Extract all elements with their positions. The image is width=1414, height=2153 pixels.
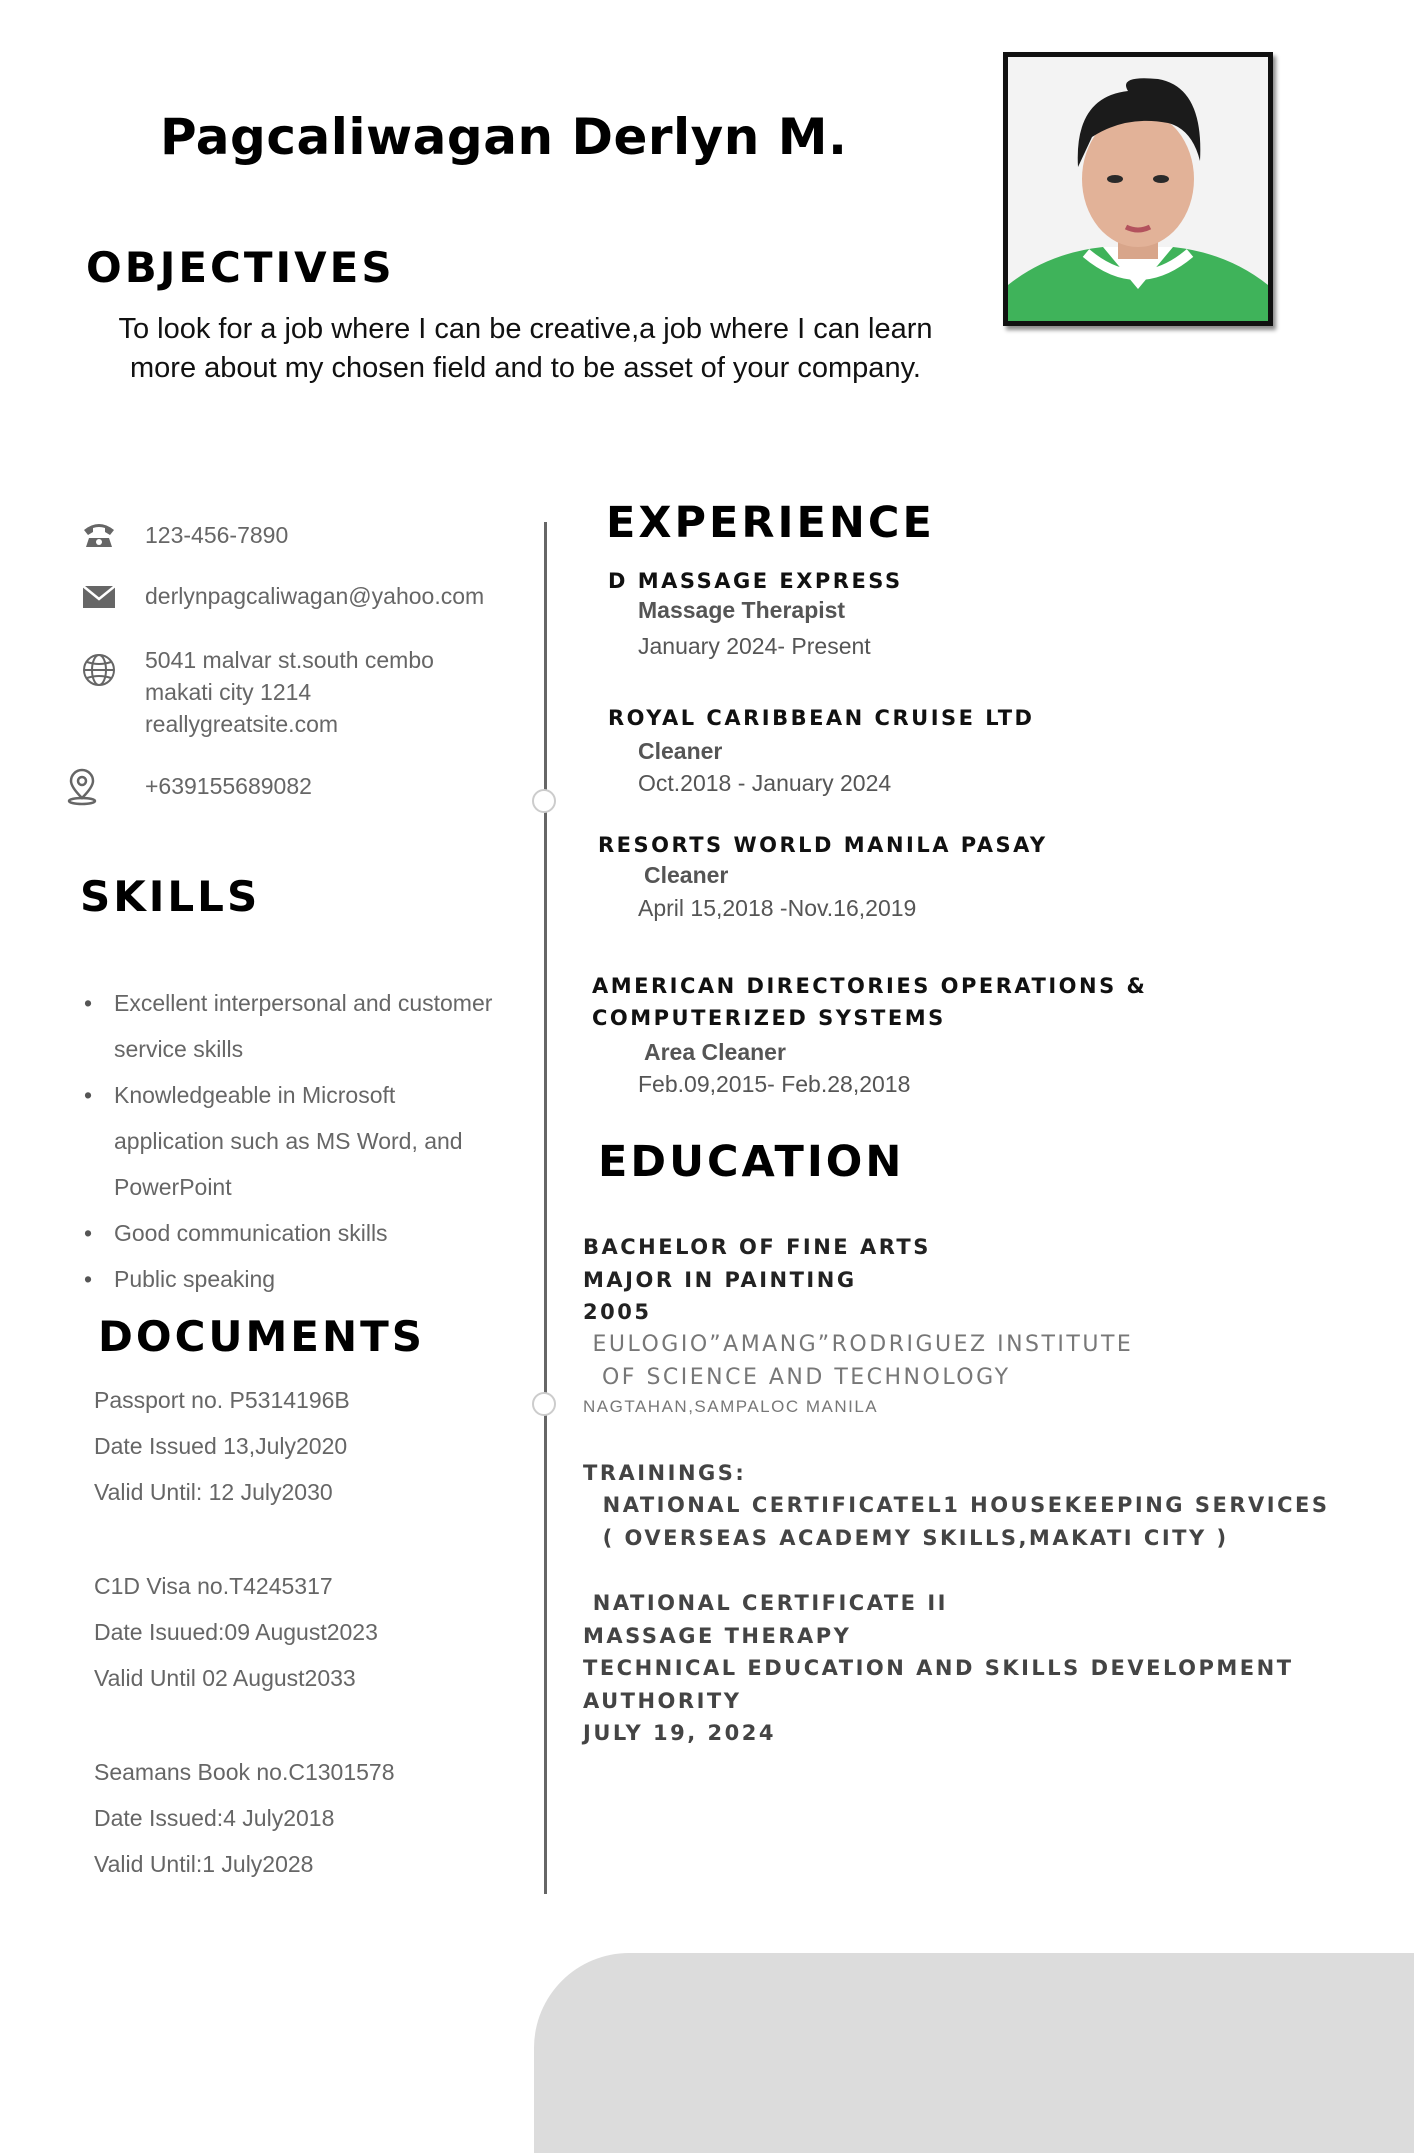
divider-dot [532, 1392, 556, 1416]
email-icon [80, 577, 118, 615]
degree-line1: BACHELOR OF FINE ARTS [583, 1235, 931, 1259]
skills-list [84, 980, 504, 1302]
job-dates: January 2024- Present [638, 633, 871, 659]
training2-line1: NATIONAL CERTIFICATE II [583, 1591, 948, 1615]
documents-title: DOCUMENTS [98, 1312, 426, 1361]
training2-line2: MASSAGE THERAPY [583, 1624, 852, 1648]
contact-mobile: +639155689082 [145, 773, 312, 799]
job-company-line1: AMERICAN DIRECTORIES OPERATIONS & [592, 974, 1148, 998]
degree-line2: MAJOR IN PAINTING [583, 1268, 857, 1292]
contact-phone: 123-456-7890 [145, 522, 289, 548]
seamans-book-valid-until: Valid Until:1 July2028 [94, 1851, 314, 1877]
job-company-line2: COMPUTERIZED SYSTEMS [592, 1006, 946, 1030]
job-role: Cleaner [638, 738, 723, 764]
candidate-name: Pagcaliwagan Derlyn M. [160, 108, 848, 166]
skill-item: • Excellent interpersonal and customer service skills [84, 980, 504, 1072]
location-pin-icon [63, 768, 101, 806]
training2-line5: JULY 19, 2024 [583, 1721, 776, 1745]
school-line1: EULOGIO”AMANG”RODRIGUEZ INSTITUTE [583, 1332, 1134, 1357]
school-line2: OF SCIENCE AND TECHNOLOGY [583, 1365, 1011, 1390]
skill-item: • Public speaking [84, 1256, 504, 1302]
job-role: Cleaner [644, 862, 729, 888]
column-divider [544, 522, 547, 1894]
seamans-book-date-issued: Date Issued:4 July2018 [94, 1805, 335, 1831]
job-company: ROYAL CARIBBEAN CRUISE LTD [608, 706, 1035, 730]
skills-title: SKILLS [80, 872, 261, 921]
job-role: Massage Therapist [638, 597, 846, 623]
school-location: NAGTAHAN,SAMPALOC MANILA [583, 1397, 879, 1416]
passport-valid-until: Valid Until: 12 July2030 [94, 1479, 333, 1505]
job-company: RESORTS WORLD MANILA PASAY [598, 833, 1048, 857]
person-portrait-icon [1008, 57, 1268, 321]
passport-number: Passport no. P5314196B [94, 1387, 350, 1413]
job-dates: Oct.2018 - January 2024 [638, 770, 892, 796]
footer-decoration [534, 1953, 1414, 2153]
contact-address-line2: makati city 1214 [145, 679, 312, 705]
contact-email[interactable]: derlynpagcaliwagan@yahoo.com [145, 583, 485, 609]
training2-line4: AUTHORITY [583, 1689, 742, 1713]
training2-line3: TECHNICAL EDUCATION AND SKILLS DEVELOPMENT [583, 1656, 1294, 1680]
degree-year: 2005 [583, 1300, 652, 1324]
phone-icon [80, 516, 118, 554]
visa-valid-until: Valid Until 02 August2033 [94, 1665, 356, 1691]
profile-photo [1003, 52, 1273, 326]
job-role: Area Cleaner [644, 1039, 786, 1065]
objectives-title: OBJECTIVES [86, 243, 395, 292]
job-dates: April 15,2018 -Nov.16,2019 [638, 895, 917, 921]
trainings-title: TRAININGS: [583, 1461, 747, 1485]
passport-date-issued: Date Issued 13,July2020 [94, 1433, 348, 1459]
globe-icon [80, 651, 118, 689]
experience-title: EXPERIENCE [606, 498, 935, 548]
visa-number: C1D Visa no.T4245317 [94, 1573, 333, 1599]
skill-item: • Good communication skills [84, 1210, 504, 1256]
training1-line2: ( OVERSEAS ACADEMY SKILLS,MAKATI CITY ) [583, 1526, 1229, 1550]
contact-website[interactable]: reallygreatsite.com [145, 711, 339, 737]
objectives-text: To look for a job where I can be creative,a job where I can learn more about my chosen field and to be asset of your company. [118, 313, 933, 384]
contact-address-line1: 5041 malvar st.south cembo [145, 647, 434, 673]
job-dates: Feb.09,2015- Feb.28,2018 [638, 1071, 911, 1097]
skill-item: • Knowledgeable in Microsoft application such as MS Word, and PowerPoint [84, 1072, 504, 1210]
visa-date-issued: Date Isuued:09 August2023 [94, 1619, 378, 1645]
training1-line1: NATIONAL CERTIFICATEL1 HOUSEKEEPING SERVICES [583, 1493, 1330, 1517]
job-company: D MASSAGE EXPRESS [608, 569, 903, 593]
seamans-book-number: Seamans Book no.C1301578 [94, 1759, 395, 1785]
education-title: EDUCATION [598, 1137, 905, 1187]
divider-dot [532, 789, 556, 813]
